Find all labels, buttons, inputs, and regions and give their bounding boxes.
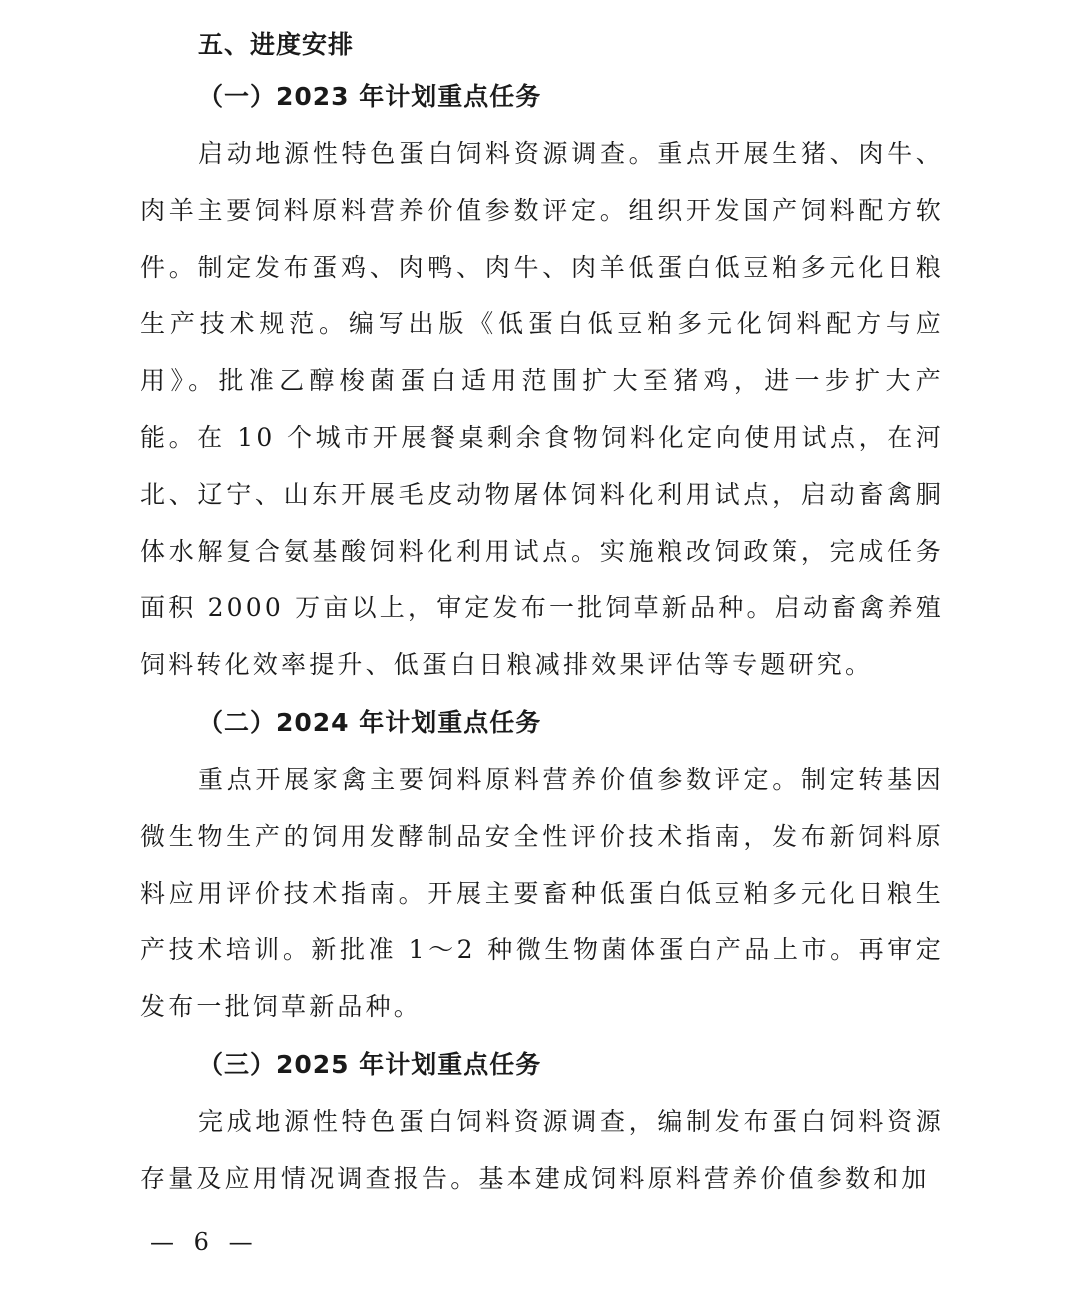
subsection-heading-2024: （二）2024 年计划重点任务 bbox=[198, 707, 542, 737]
section-title: 五、进度安排 bbox=[198, 30, 355, 59]
paragraph-2024-tasks: 重点开展家禽主要饲料原料营养价值参数评定。制定转基因微生物生产的饲用发酵制品安全性评价技术指南，发布新饲料原料应用评价技术指南。开展主要畜种低蛋白低豆粕多元化日粮生产技术培训。新批准 1～2 种微生物菌体蛋白产品上市。再审定发布一批饲草新品种。 bbox=[140, 764, 944, 1022]
paragraph-2025-tasks: 完成地源性特色蛋白饲料资源调查，编制发布蛋白饲料资源存量及应用情况调查报告。基本建成饲料原料营养价值参数和加 bbox=[140, 1106, 944, 1193]
page-footer bbox=[150, 1222, 253, 1262]
page-number: 6 bbox=[193, 1228, 209, 1256]
subsection-heading-2023: （一）2023 年计划重点任务 bbox=[198, 82, 542, 111]
paragraph-2023-tasks: 启动地源性特色蛋白饲料资源调查。重点开展生猪、肉牛、肉羊主要饲料原料营养价值参数评定。组织开发国产饲料配方软件。制定发布蛋鸡、肉鸭、肉牛、肉羊低蛋白低豆粕多元化日粮生产技术规范。编写出版《低蛋白低豆粕多元化饲料配方与应用》。批准乙醇梭菌蛋白适用范围扩大至猪鸡，进一步扩大产能。在 10 个城市开展餐桌剩余食物饲料化定向使用试点，在河北、辽宁、山东开展毛皮动物屠体饲料化利用试点，启动畜禽胴体水解复合氨基酸饲料化利用试点。实施粮改饲政策，完成任务面积 2000 万亩以上，审定发布一批饲草新品种。启动畜禽养殖饲料转化效率提升、低蛋白日粮减排效果评估等专题研究。 bbox=[140, 139, 944, 680]
document-page bbox=[140, 22, 944, 1208]
subsection-heading-2025: （三）2025 年计划重点任务 bbox=[198, 1049, 542, 1079]
footer-dash-right: — bbox=[228, 1228, 253, 1256]
footer-dash-left: — bbox=[150, 1228, 174, 1256]
